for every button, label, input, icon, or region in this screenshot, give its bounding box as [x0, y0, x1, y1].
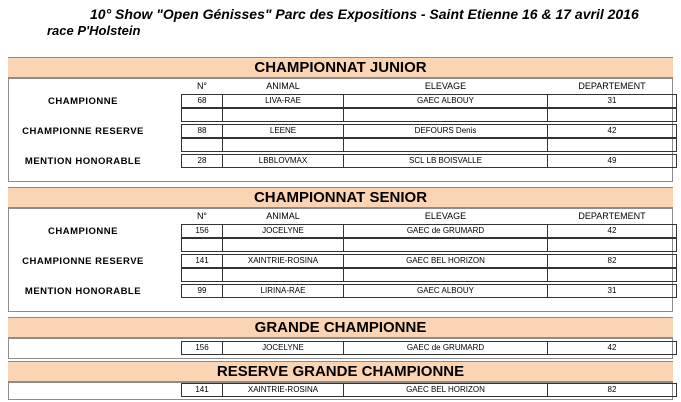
col-header-departement: DEPARTEMENT — [578, 211, 646, 221]
cell-empty — [181, 268, 223, 282]
grande-section-title: GRANDE CHAMPIONNE — [254, 319, 427, 336]
col-header-animal: ANIMAL — [266, 211, 300, 221]
cell-empty — [343, 138, 548, 152]
cell-empty — [222, 108, 344, 122]
senior-section-title: CHAMPIONNAT SENIOR — [253, 189, 428, 206]
cell-elevage: GAEC de GRUMARD — [343, 341, 548, 355]
cell-empty — [547, 108, 677, 122]
cell-departement: 82 — [547, 254, 677, 268]
table-row — [181, 284, 677, 298]
table-row — [181, 94, 677, 108]
table-spacer-row — [181, 268, 677, 282]
senior-row-label-3: MENTION HONORABLE — [24, 286, 142, 297]
cell-departement: 42 — [547, 224, 677, 238]
table-spacer-row — [181, 238, 677, 252]
cell-num: 141 — [181, 383, 223, 397]
cell-animal: JOCELYNE — [222, 224, 344, 238]
col-header-departement: DEPARTEMENT — [578, 81, 646, 91]
cell-elevage: GAEC BEL HORIZON — [343, 254, 548, 268]
cell-num: 88 — [181, 124, 223, 138]
table-row — [181, 341, 677, 355]
col-header-elevage: ELEVAGE — [424, 211, 467, 221]
cell-empty — [547, 138, 677, 152]
cell-empty — [343, 268, 548, 282]
cell-empty — [181, 238, 223, 252]
cell-empty — [547, 238, 677, 252]
cell-elevage: GAEC de GRUMARD — [343, 224, 548, 238]
cell-num: 28 — [181, 154, 223, 168]
table-row — [181, 224, 677, 238]
cell-animal: XAINTRIE-ROSINA — [222, 383, 344, 397]
col-header-num: N° — [196, 81, 208, 91]
cell-elevage: GAEC ALBOUY — [343, 94, 548, 108]
table-row — [181, 124, 677, 138]
breed-subtitle: race P'Holstein — [47, 23, 141, 38]
col-header-animal: ANIMAL — [266, 81, 300, 91]
table-row — [181, 383, 677, 397]
junior-row-label-1: CHAMPIONNE — [48, 96, 118, 107]
cell-num: 156 — [181, 341, 223, 355]
table-spacer-row — [181, 108, 677, 122]
senior-row-label-1: CHAMPIONNE — [48, 226, 118, 237]
cell-departement: 31 — [547, 284, 677, 298]
col-header-num: N° — [196, 211, 208, 221]
cell-elevage: SCL LB BOISVALLE — [343, 154, 548, 168]
cell-empty — [547, 268, 677, 282]
cell-empty — [343, 238, 548, 252]
cell-empty — [343, 108, 548, 122]
page-title: 10° Show "Open Génisses" Parc des Expositions - Saint Etienne 16 & 17 avril 2016 — [90, 6, 639, 22]
junior-row-label-2: CHAMPIONNE RESERVE — [22, 126, 144, 137]
reserve-grande-section-title: RESERVE GRANDE CHAMPIONNE — [216, 363, 465, 380]
cell-departement: 42 — [547, 124, 677, 138]
cell-elevage: DEFOURS Denis — [343, 124, 548, 138]
cell-animal: LEENE — [222, 124, 344, 138]
cell-empty — [181, 108, 223, 122]
junior-row-label-3: MENTION HONORABLE — [24, 156, 142, 167]
cell-num: 141 — [181, 254, 223, 268]
cell-departement: 42 — [547, 341, 677, 355]
table-row — [181, 254, 677, 268]
cell-num: 156 — [181, 224, 223, 238]
cell-departement: 82 — [547, 383, 677, 397]
cell-empty — [222, 138, 344, 152]
table-spacer-row — [181, 138, 677, 152]
cell-departement: 49 — [547, 154, 677, 168]
cell-empty — [222, 268, 344, 282]
cell-empty — [222, 238, 344, 252]
cell-elevage: GAEC ALBOUY — [343, 284, 548, 298]
col-header-elevage: ELEVAGE — [424, 81, 467, 91]
cell-empty — [181, 138, 223, 152]
table-row — [181, 154, 677, 168]
cell-animal: LIVA-RAE — [222, 94, 344, 108]
cell-animal: JOCELYNE — [222, 341, 344, 355]
junior-section-title: CHAMPIONNAT JUNIOR — [254, 59, 427, 76]
cell-elevage: GAEC BEL HORIZON — [343, 383, 548, 397]
cell-num: 68 — [181, 94, 223, 108]
cell-animal: LBBLOVMAX — [222, 154, 344, 168]
cell-animal: LIRINA-RAE — [222, 284, 344, 298]
cell-num: 99 — [181, 284, 223, 298]
senior-row-label-2: CHAMPIONNE RESERVE — [22, 256, 144, 267]
cell-animal: XAINTRIE-ROSINA — [222, 254, 344, 268]
cell-departement: 31 — [547, 94, 677, 108]
